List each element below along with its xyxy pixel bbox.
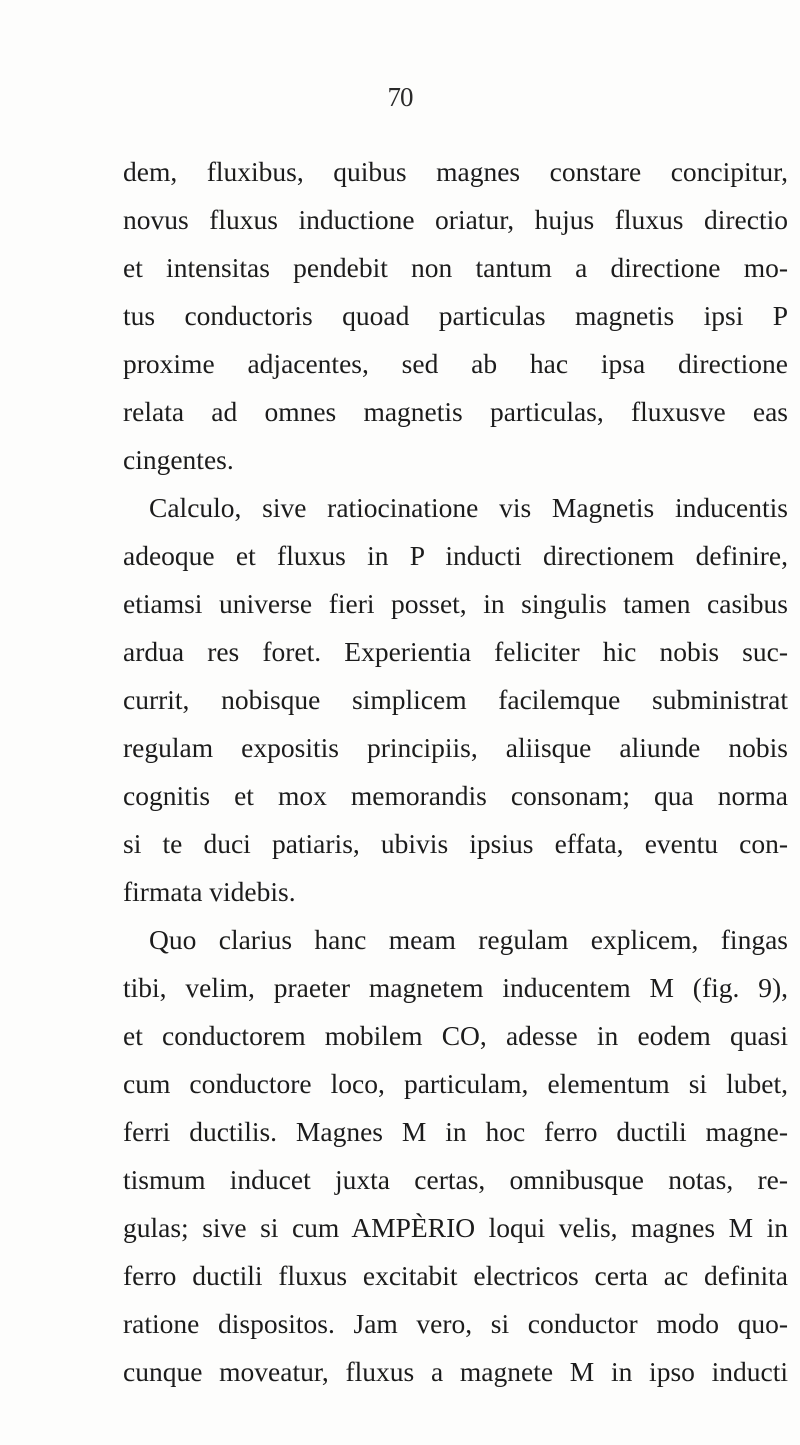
text-line: firmata videbis. [123, 876, 296, 907]
text-line: et intensitas pendebit non tantum a directione mo- [123, 252, 788, 283]
text-line: dem, fluxibus, quibus magnes constare concipitur, [123, 156, 788, 187]
text-line: etiamsi universe fieri posset, in singulis tamen casibus [123, 588, 788, 619]
text-line: currit, nobisque simplicem facilemque subministrat [123, 684, 788, 715]
body-text [123, 148, 788, 1396]
text-line: tibi, velim, praeter magnetem inducentem M (fig. 9), [123, 972, 788, 1003]
text-line: tismum inducet juxta certas, omnibusque notas, re- [123, 1164, 788, 1195]
text-line: si te duci patiaris, ubivis ipsius effata, eventu con- [123, 828, 788, 859]
text-line: relata ad omnes magnetis particulas, fluxusve eas [123, 396, 788, 427]
text-line: ferri ductilis. Magnes M in hoc ferro ductili magne- [123, 1116, 788, 1147]
paragraph-start-line: Calculo, sive ratiocinatione vis Magnetis inducentis [149, 492, 788, 523]
text-line: ardua res foret. Experientia feliciter hic nobis suc- [123, 636, 788, 667]
page-number: 70 [387, 82, 413, 112]
text-line: proxime adjacentes, sed ab hac ipsa directione [123, 348, 788, 379]
text-line: et conductorem mobilem CO, adesse in eodem quasi [123, 1020, 788, 1051]
text-line: regulam expositis principiis, aliisque aliunde nobis [123, 732, 788, 763]
text-line: ratione dispositos. Jam vero, si conductor modo quo- [123, 1308, 788, 1339]
text-line: tus conductoris quoad particulas magnetis ipsi P [123, 300, 788, 331]
text-line: adeoque et fluxus in P inducti directionem definire, [123, 540, 788, 571]
text-line: cum conductore loco, particulam, elementum si lubet, [123, 1068, 788, 1099]
text-line: ferro ductili fluxus excitabit electricos certa ac definita [123, 1260, 788, 1291]
text-line: cognitis et mox memorandis consonam; qua norma [123, 780, 788, 811]
text-line: cingentes. [123, 444, 234, 475]
text-line: gulas; sive si cum AMPÈRIO loqui velis, magnes M in [123, 1212, 788, 1243]
text-line: cunque moveatur, fluxus a magnete M in ipso inducti [123, 1356, 788, 1387]
paragraph-start-line: Quo clarius hanc meam regulam explicem, fingas [149, 924, 788, 955]
text-line: novus fluxus inductione oriatur, hujus fluxus directio [123, 204, 788, 235]
